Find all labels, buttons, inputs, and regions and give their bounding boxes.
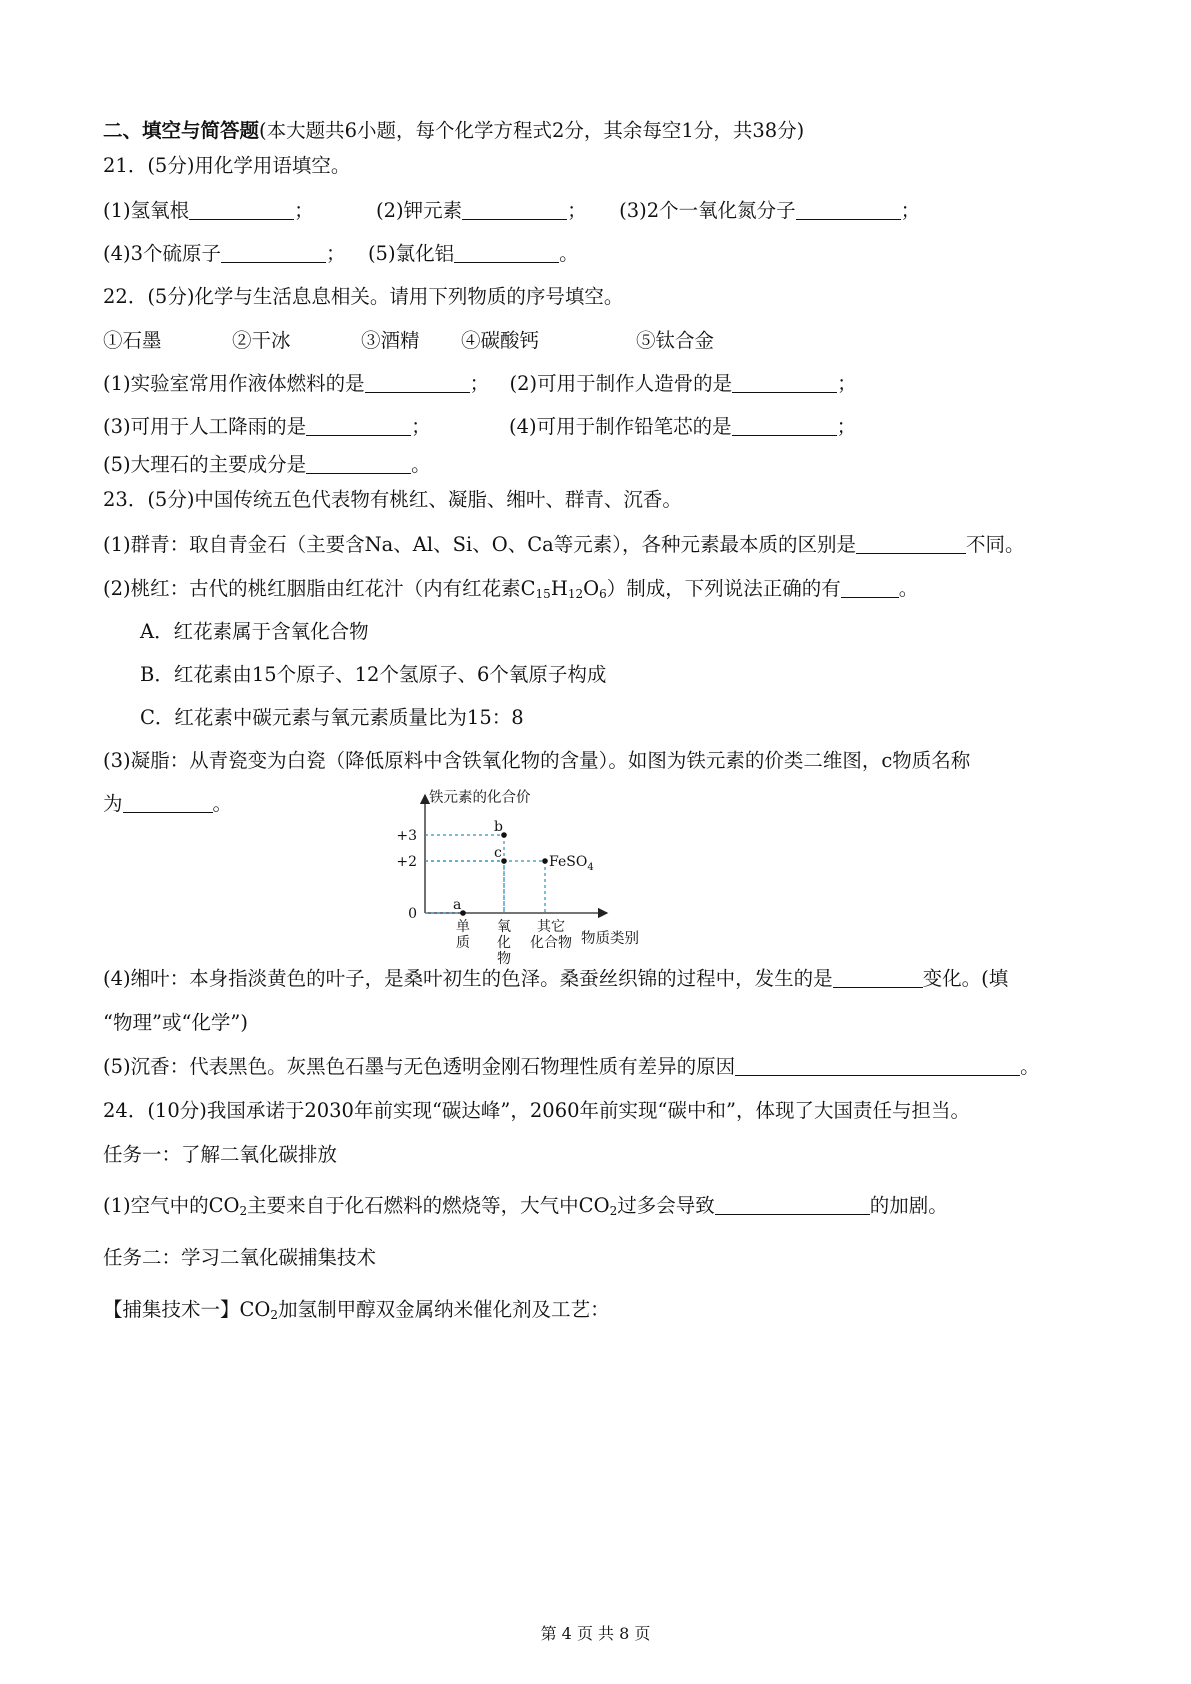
x-category-label: 质 (456, 935, 470, 951)
x-category-label: 物 (497, 951, 511, 965)
x-category-label: 化合物 (530, 935, 572, 951)
answer-blank[interactable] (732, 415, 837, 436)
q22-options (103, 328, 714, 354)
x-category-label: 其它 (537, 919, 565, 935)
answer-blank[interactable] (796, 199, 901, 220)
answer-blank[interactable] (306, 453, 411, 474)
x-axis-label: 物质类别 (581, 931, 639, 947)
section-note: (本大题共6小题，每个化学方程式2分，其余每空1分，共38分) (259, 119, 805, 142)
q23-p5: (5)沉香：代表黑色。灰黑色石墨与无色透明金刚石物理性质有差异的原因 。 (103, 1055, 1040, 1078)
answer-blank[interactable] (732, 372, 837, 393)
option: ②干冰 (232, 329, 291, 352)
y-tick-label: 0 (408, 906, 417, 922)
x-category-label: 氧 (497, 919, 511, 935)
q23-stem: 23．(5分)中国传统五色代表物有桃红、凝脂、缃叶、群青、沉香。 (103, 488, 682, 511)
q23-p2: (2)桃红：古代的桃红胭脂由红花汁（内有红花素$C_{15}H_{12}O_6$）制成，下列说法正确的有 。 (103, 577, 919, 601)
q21-stem: 21．(5分)用化学用语填空。 (103, 154, 351, 177)
option-a: A．红花素属于含氧化合物 (140, 620, 369, 643)
section-title: 二、填空与简答题 (103, 119, 260, 142)
section-header (103, 118, 804, 144)
q21-row1: (1)氢氧根 ； (2)钾元素 ； (3)2个一氧化氮分子 ； (103, 199, 921, 222)
answer-blank[interactable] (462, 199, 567, 220)
x-category-label: 化 (497, 935, 511, 951)
q22-row2: (3)可用于人工降雨的是 ； (4)可用于制作铅笔芯的是 ； (103, 415, 857, 438)
tech-1: 【捕集技术一】$CO_2$加氢制甲醇双金属纳米催化剂及工艺： (103, 1298, 610, 1322)
q23-p4: (4)缃叶：本身指淡黄色的叶子，是桑叶初生的色泽。桑蚕丝织锦的过程中，发生的是 变化。(填 (103, 967, 1009, 990)
option: ①石墨 (103, 329, 162, 352)
y-tick-label: +2 (396, 854, 417, 870)
x-category-label: 单 (456, 919, 470, 935)
answer-blank[interactable] (735, 1055, 1020, 1076)
page-footer: 第 4 页 共 8 页 (540, 1624, 651, 1643)
answer-blank[interactable] (306, 415, 411, 436)
option: ③酒精 (361, 329, 420, 352)
point-label: c (494, 845, 502, 861)
q24-p1: (1)空气中的$CO_2$主要来自于化石燃料的燃烧等，大气中$CO_2$过多会导致 的加剧。 (103, 1194, 948, 1218)
point-label: b (494, 819, 503, 835)
q23-p4c: “物理”或“化学”) (103, 1011, 248, 1034)
option: ⑤钛合金 (636, 329, 715, 352)
answer-blank[interactable] (123, 792, 213, 813)
answer-blank[interactable] (221, 242, 326, 263)
data-point (501, 858, 507, 864)
answer-blank[interactable] (189, 199, 294, 220)
q21-row2: (4)3个硫原子 ； (5)氯化铝 。 (103, 242, 579, 265)
valence-class-chart (395, 785, 715, 965)
answer-blank[interactable] (833, 967, 923, 988)
y-tick-label: +3 (396, 828, 417, 844)
q23-p1: (1)群青：取自青金石（主要含Na、Al、Si、O、Ca等元素），各种元素最本质的区别是 不同。 (103, 533, 1025, 556)
q22-row3: (5)大理石的主要成分是 。 (103, 453, 431, 476)
task-2: 任务二：学习二氧化碳捕集技术 (103, 1246, 377, 1269)
answer-blank[interactable] (365, 372, 470, 393)
answer-blank[interactable] (454, 242, 559, 263)
point-label: a (453, 897, 462, 913)
option: ④碳酸钙 (461, 329, 540, 352)
answer-blank[interactable] (841, 577, 899, 598)
q22-row1: (1)实验室常用作液体燃料的是 ； (2)可用于制作人造骨的是 ； (103, 372, 857, 395)
q22-stem: 22．(5分)化学与生活息息相关。请用下列物质的序号填空。 (103, 285, 624, 308)
task-1: 任务一：了解二氧化碳排放 (103, 1143, 338, 1166)
answer-blank[interactable] (715, 1194, 870, 1215)
q23-p3a: (3)凝脂：从青瓷变为白瓷（降低原料中含铁氧化物的含量）。如图为铁元素的价类二维图，c物质名称 (103, 749, 971, 772)
q24-stem: 24．(10分)我国承诺于2030年前实现“碳达峰”，2060年前实现“碳中和”，体现了大国责任与担当。 (103, 1099, 970, 1122)
point-label: FeSO$_4$ (549, 854, 594, 873)
answer-blank[interactable] (856, 533, 966, 554)
option-c: C．红花素中碳元素与氧元素质量比为15：8 (140, 706, 524, 729)
q23-p3b: 为 。 (103, 792, 233, 815)
y-axis-label: 铁元素的化合价 (429, 790, 531, 806)
option-b: B．红花素由15个原子、12个氢原子、6个氧原子构成 (140, 663, 607, 686)
data-point (542, 858, 548, 864)
